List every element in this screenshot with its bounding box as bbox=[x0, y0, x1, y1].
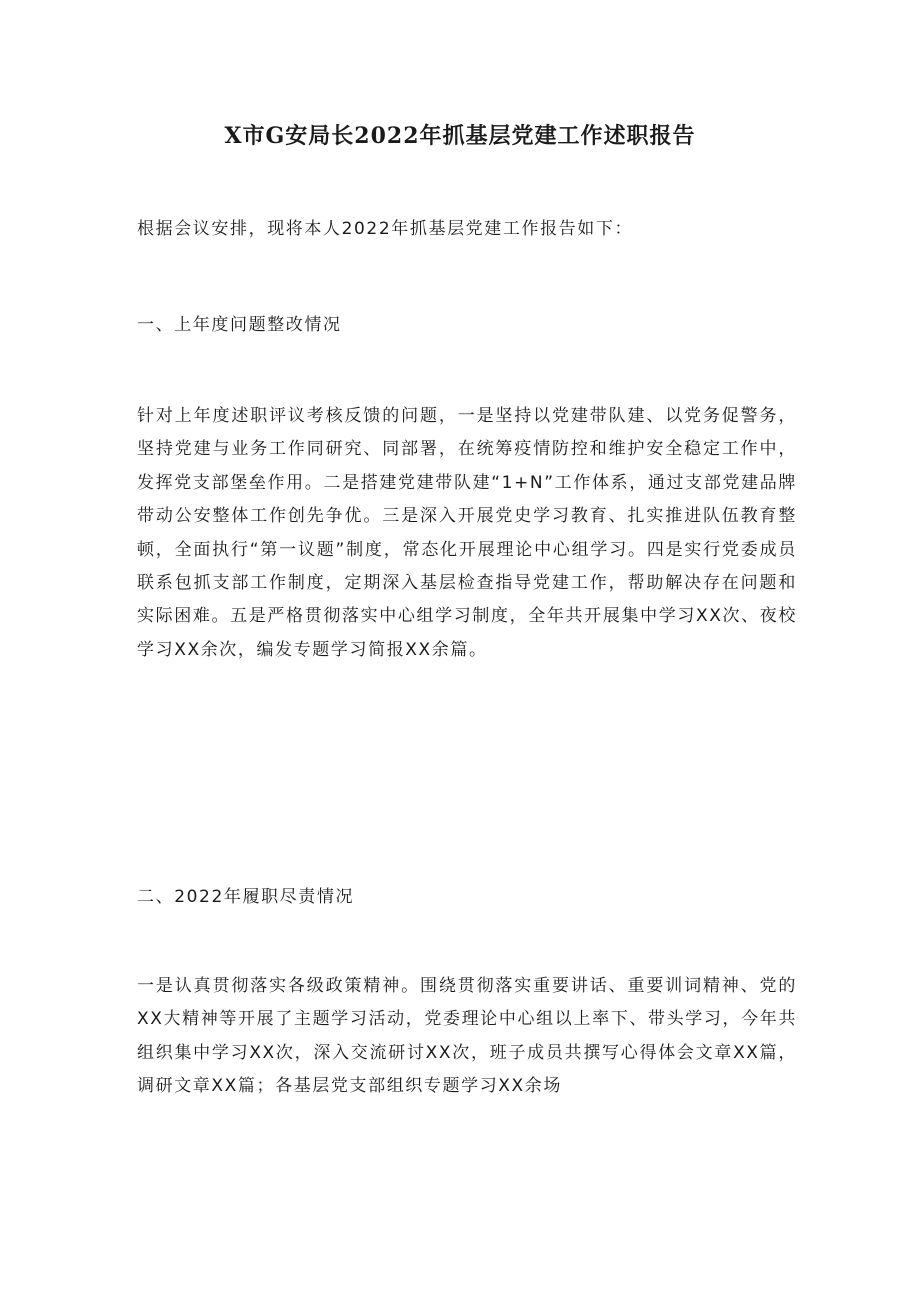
section-1-heading: 一、上年度问题整改情况 bbox=[137, 315, 342, 335]
section-2-heading: 二、2022年履职尽责情况 bbox=[137, 887, 355, 907]
section-2-body: 一是认真贯彻落实各级政策精神。围绕贯彻落实重要讲话、重要训词精神、党的XX大精神等开展了主题学习活动，党委理论中心组以上率下、带头学习，今年共组织集中学习XX次，深入交流研讨XX次，班子成员共撰写心得体会文章XX篇，调研文章XX篇；各基层党支部组织专题学习XX余场 bbox=[137, 976, 797, 1097]
section-1-body: 针对上年度述职评议考核反馈的问题，一是坚持以党建带队建、以党务促警务，坚持党建与业务工作同研究、同部署，在统筹疫情防控和维护安全稳定工作中，发挥党支部堡垒作用。二是搭建党建带队建“1+N”工作体系，通过支部党建品牌带动公安整体工作创先争优。三是深入开展党史学习教育、扎实推进队伍教育整顿，全面执行“第一议题”制度，常态化开展理论中心组学习。四是实行党委成员联系包抓支部工作制度，定期深入基层检查指导党建工作，帮助解决存在问题和实际困难。五是严格贯彻落实中心组学习制度，全年共开展集中学习XX次、夜校学习XX余次，编发专题学习简报XX余篇。 bbox=[137, 406, 797, 660]
intro-paragraph: 根据会议安排，现将本人2022年抓基层党建工作报告如下： bbox=[137, 219, 634, 239]
document-title: X市G安局长2022年抓基层党建工作述职报告 bbox=[224, 123, 696, 149]
